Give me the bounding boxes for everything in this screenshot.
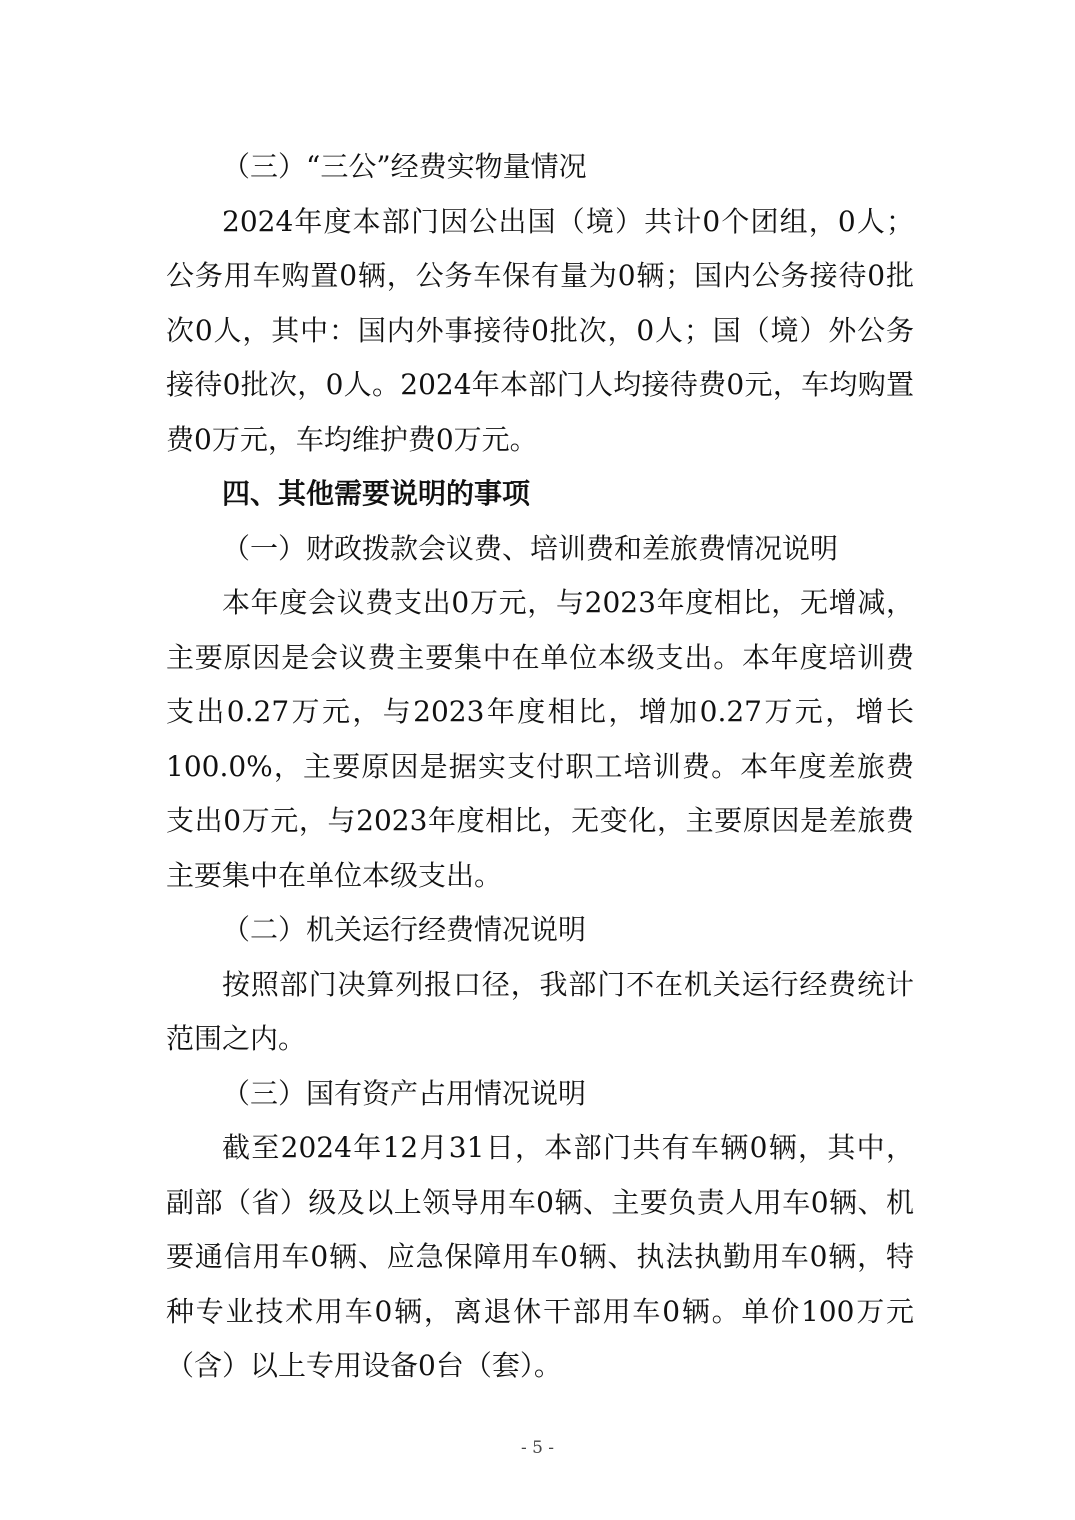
section-heading-sangong-quantity: （三）“三公”经费实物量情况 xyxy=(222,150,587,183)
section-heading-operating-expenses: （二）机关运行经费情况说明 xyxy=(222,913,587,946)
document-body xyxy=(166,140,914,1394)
page-number: - 5 - xyxy=(520,1438,555,1458)
paragraph-meeting-training-travel: 本年度会议费支出0万元，与2023年度相比，无增减，主要原因是会议费主要集中在单位本级支出。本年度培训费支出0.27万元，与2023年度相比，增加0.27万元，增长100.0%，主要原因是据实支付职工培训费。本年度差旅费支出0万元，与2023年度相比，无变化，主要原因是差旅费主要集中在单位本级支出。 xyxy=(166,586,914,892)
section-heading-state-assets: （三）国有资产占用情况说明 xyxy=(222,1076,587,1110)
paragraph-sangong-quantity: 2024年度本部门因公出国（境）共计0个团组，0人；公务用车购置0辆，公务车保有量为0辆；国内公务接待0批次0人，其中：国内外事接待0批次，0人；国（境）外公务接待0批次，0人。2024年本部门人均接待费0元，车均购置费0万元，车均维护费0万元。 xyxy=(166,204,914,456)
section-heading-other-matters: 四、其他需要说明的事项 xyxy=(222,477,531,510)
paragraph-state-assets: 截至2024年12月31日，本部门共有车辆0辆，其中，副部（省）级及以上领导用车0辆、主要负责人用车0辆、机要通信用车0辆、应急保障用车0辆、执法执勤用车0辆，特种专业技术用车0辆，离退休干部用车0辆。单价100万元（含）以上专用设备0台（套）。 xyxy=(166,1131,914,1382)
section-heading-meeting-training-travel: （一）财政拨款会议费、培训费和差旅费情况说明 xyxy=(222,531,839,565)
paragraph-operating-expenses: 按照部门决算列报口径，我部门不在机关运行经费统计范围之内。 xyxy=(166,967,914,1055)
